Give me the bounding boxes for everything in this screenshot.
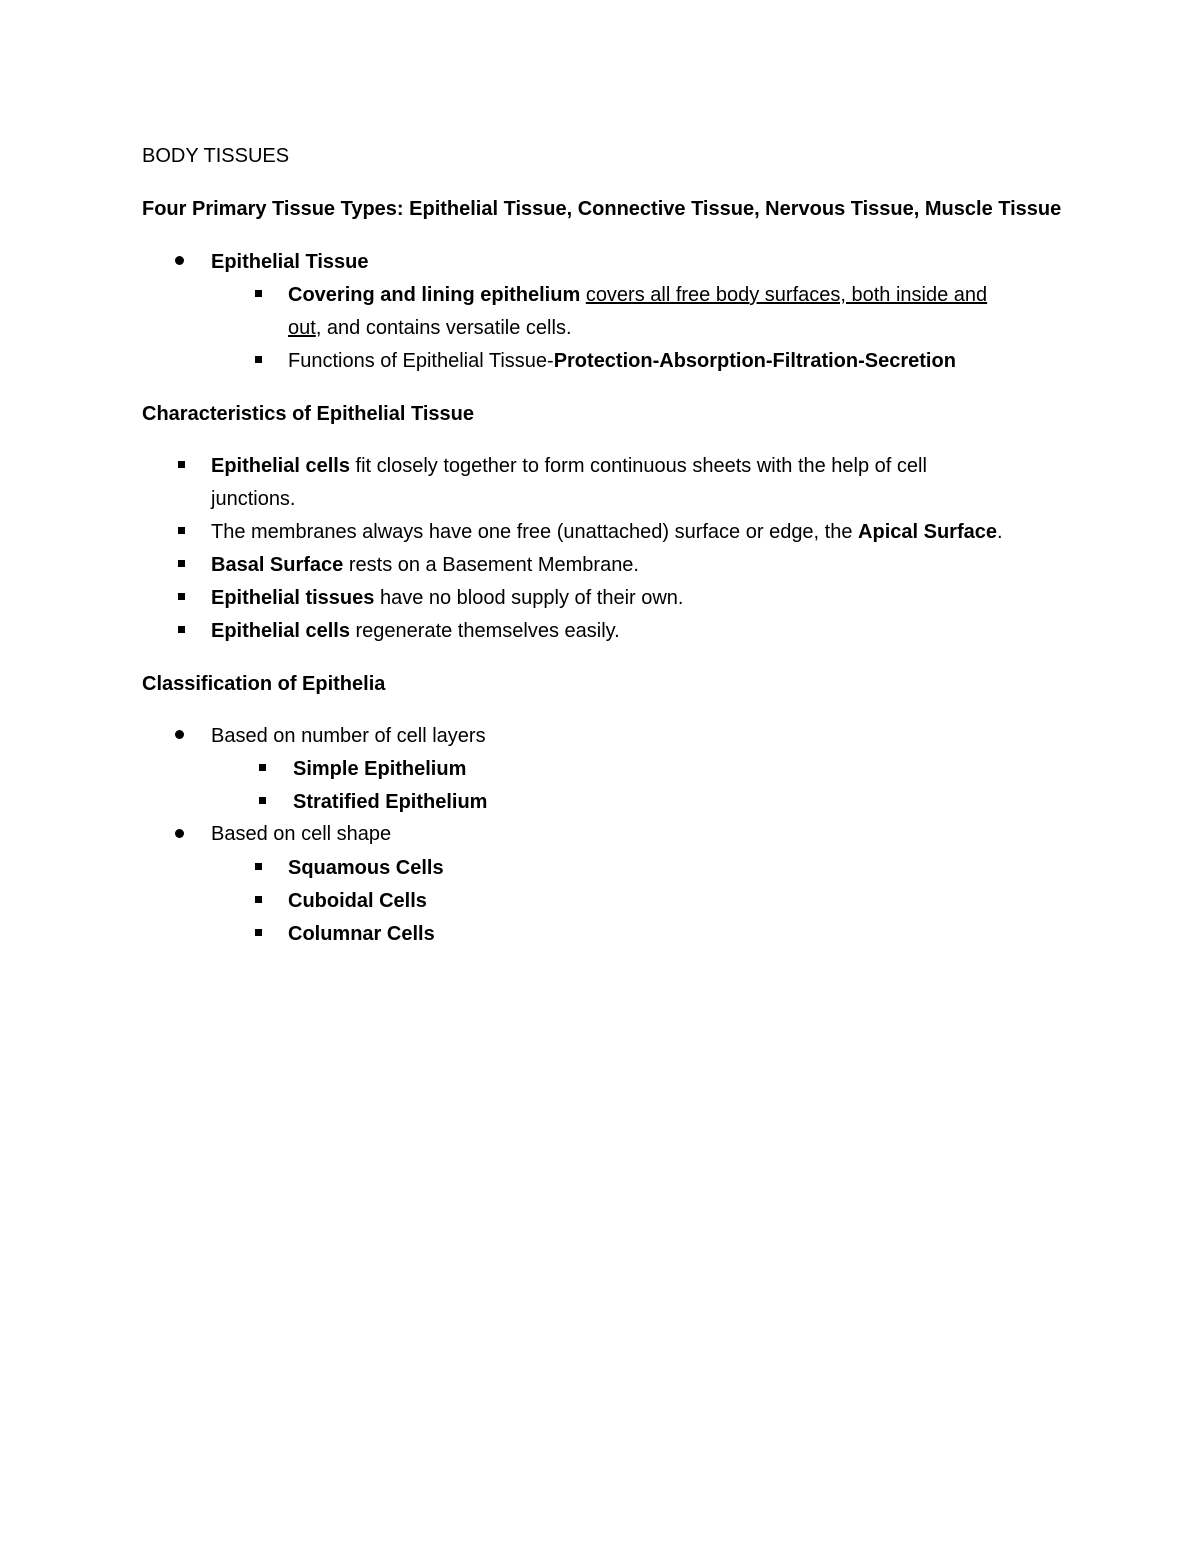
item2-end: . bbox=[996, 521, 1003, 543]
covering-bold: Covering and lining epithelium bbox=[288, 284, 581, 306]
bullet-square-icon bbox=[255, 863, 262, 870]
primary-list: Epithelial Tissue, Connective Tissue, Nervous Tissue, Muscle Tissue bbox=[409, 198, 1062, 220]
functions-bold: Protection-Absorption-Filtration-Secretion bbox=[553, 350, 956, 372]
item2-prefix: The membranes always have one free (unattached) surface or edge, the bbox=[211, 521, 859, 543]
characteristic-item-1-cont: junctions. bbox=[211, 488, 296, 510]
characteristic-item-2 bbox=[211, 520, 1003, 544]
stratified-epithelium: Stratified Epithelium bbox=[293, 791, 488, 813]
bullet-square-icon bbox=[178, 527, 185, 534]
bullet-square-icon bbox=[255, 290, 262, 297]
cuboidal-cells: Cuboidal Cells bbox=[288, 890, 427, 912]
item1-rest: fit closely together to form continuous sheets with the help of cell bbox=[349, 455, 927, 477]
bullet-square-icon bbox=[259, 797, 266, 804]
bullet-square-icon bbox=[255, 356, 262, 363]
bullet-dot-icon bbox=[175, 256, 184, 265]
covering-line-2 bbox=[288, 316, 572, 340]
bullet-square-icon bbox=[178, 593, 185, 600]
item4-bold: Epithelial tissues bbox=[211, 587, 375, 609]
functions-prefix: Functions of Epithelial Tissue- bbox=[288, 350, 554, 372]
item5-bold: Epithelial cells bbox=[211, 620, 350, 642]
characteristic-item-4 bbox=[211, 586, 683, 610]
simple-epithelium: Simple Epithelium bbox=[293, 758, 467, 780]
covering-underlined-1: covers all free body surfaces, both inside and bbox=[585, 284, 988, 306]
bullet-square-icon bbox=[255, 929, 262, 936]
bullet-dot-icon bbox=[175, 829, 184, 838]
item2-bold: Apical Surface bbox=[858, 521, 997, 543]
bullet-square-icon bbox=[255, 896, 262, 903]
item4-rest: have no blood supply of their own. bbox=[374, 587, 684, 609]
item3-bold: Basal Surface bbox=[211, 554, 344, 576]
bullet-square-icon bbox=[259, 764, 266, 771]
squamous-cells: Squamous Cells bbox=[288, 857, 444, 879]
primary-label: Four Primary Tissue Types: bbox=[142, 198, 404, 220]
characteristic-item-3 bbox=[211, 553, 639, 577]
characteristic-item-1 bbox=[211, 454, 927, 478]
columnar-cells: Columnar Cells bbox=[288, 923, 435, 945]
bullet-square-icon bbox=[178, 626, 185, 633]
primary-tissue-types bbox=[142, 197, 1061, 221]
item3-rest: rests on a Basement Membrane. bbox=[343, 554, 639, 576]
covering-rest: , and contains versatile cells. bbox=[315, 317, 572, 339]
characteristic-item-5 bbox=[211, 619, 620, 643]
epithelial-heading: Epithelial Tissue bbox=[211, 251, 369, 273]
characteristics-heading: Characteristics of Epithelial Tissue bbox=[142, 403, 474, 425]
bullet-square-icon bbox=[178, 560, 185, 567]
layers-label: Based on number of cell layers bbox=[211, 725, 486, 747]
bullet-square-icon bbox=[178, 461, 185, 468]
covering-underlined-2: out bbox=[288, 317, 316, 339]
covering-line-1 bbox=[288, 283, 987, 307]
functions-line bbox=[288, 349, 956, 373]
bullet-dot-icon bbox=[175, 730, 184, 739]
document-title: BODY TISSUES bbox=[142, 145, 290, 167]
item5-rest: regenerate themselves easily. bbox=[349, 620, 620, 642]
shape-label: Based on cell shape bbox=[211, 823, 392, 845]
classification-heading: Classification of Epithelia bbox=[142, 673, 386, 695]
item1-bold: Epithelial cells bbox=[211, 455, 350, 477]
